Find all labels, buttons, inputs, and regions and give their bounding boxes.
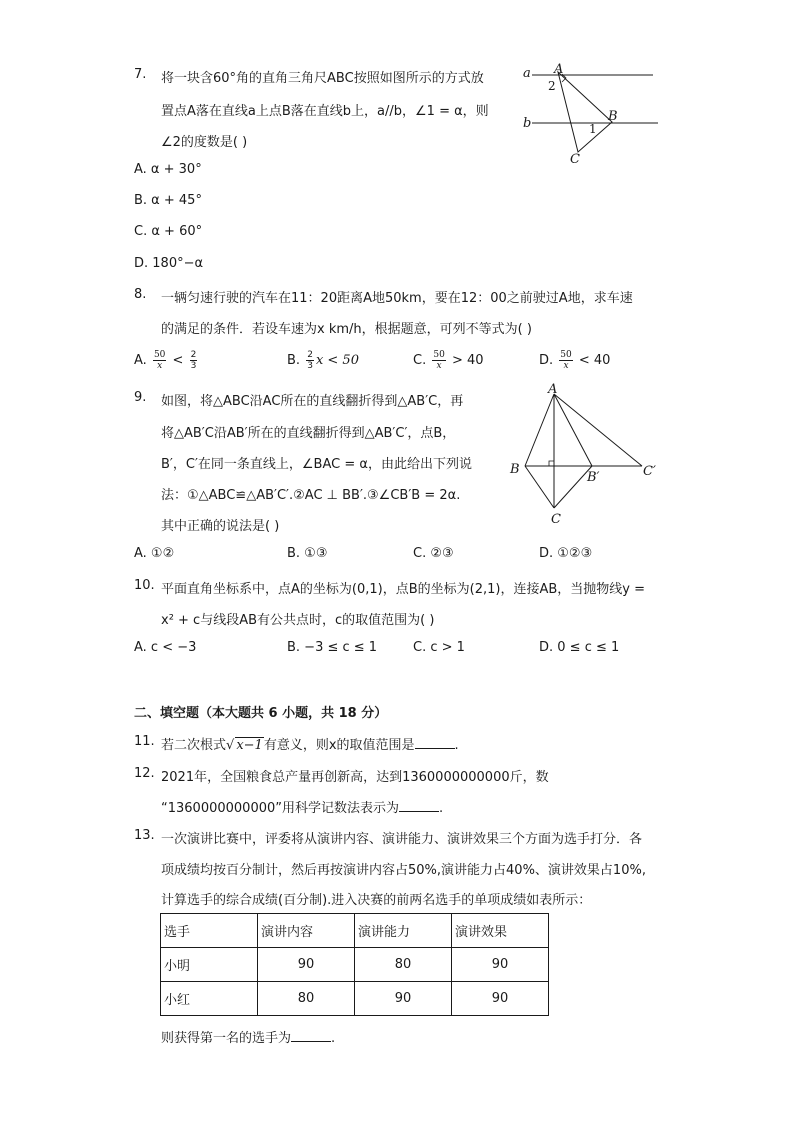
score-table <box>160 913 549 1016</box>
table-cell: 80 <box>258 982 355 1016</box>
label-point-c: C <box>570 152 580 167</box>
q9-text-line2: 将△AB′C沿AB′所在的直线翻折得到△AB′C′，点B， <box>161 426 456 441</box>
q10-option-c[interactable]: C. c > 1 <box>413 640 465 655</box>
table-cell: 90 <box>452 982 549 1016</box>
q9-fold-figure <box>505 380 665 530</box>
triangle-abc <box>558 72 612 152</box>
label-point-c-prime: C′ <box>643 464 656 479</box>
q7-text-line1: 将一块含60°角的直角三角尺ABC按照如图所示的方式放 <box>161 71 484 86</box>
q13-text-line3: 计算选手的综合成绩(百分制).进入决赛的前两名选手的单项成绩如表所示： <box>161 893 592 908</box>
q10-number: 10. <box>134 578 155 593</box>
q12-text-line1: 2021年，全国粮食总产量再创新高，达到1360000000000斤，数 <box>161 770 549 785</box>
q13-text-line2: 项成绩均按百分制计，然后再按演讲内容占50%,演讲能力占40%、演讲效果占10%, <box>161 863 646 878</box>
q8-option-d[interactable]: D. $\frac{50}{x}$ < 40 <box>539 350 611 371</box>
table-cell: 小红 <box>161 982 258 1016</box>
right-angle-mark <box>549 461 554 466</box>
table-row <box>161 948 549 982</box>
q8-option-c[interactable]: C. $\frac{50}{x}$ > 40 <box>413 350 484 371</box>
q9-option-c[interactable]: C. ②③ <box>413 546 454 561</box>
q9-text-line3: B′，C′在同一条直线上，∠BAC = α，由此给出下列说 <box>161 457 472 472</box>
q7-text-line2: 置点A落在直线a上点B落在直线b上，a//b，∠1 = α，则 <box>161 104 489 119</box>
q8-number: 8. <box>134 287 147 302</box>
q13-final-line: 则获得第一名的选手为 . <box>161 1031 336 1046</box>
q7-option-d[interactable]: D. 180°−α <box>134 256 204 271</box>
q7-option-c[interactable]: C. α + 60° <box>134 224 203 239</box>
q12-number: 12. <box>134 766 155 781</box>
fraction: $\frac{2}{3}$ <box>307 350 313 371</box>
q9-text-line1: 如图，将△ABC沿AC所在的直线翻折得到△AB′C，再 <box>161 394 464 409</box>
label-point-c: C <box>551 512 561 527</box>
section-title: 二、填空题（本大题共 6 小题，共 18 分） <box>134 706 388 721</box>
table-cell: 90 <box>258 948 355 982</box>
q7-triangle-figure <box>518 60 663 170</box>
q8-text-line1: 一辆匀速行驶的汽车在11：20距离A地50km，要在12：00之前驶过A地，求车速 <box>161 291 633 306</box>
table-header-cell: 演讲效果 <box>452 914 549 948</box>
fraction: $\frac{50}{x}$ <box>560 350 572 371</box>
table-row <box>161 982 549 1016</box>
table-cell: 小明 <box>161 948 258 982</box>
q10-option-b[interactable]: B. −3 ≤ c ≤ 1 <box>287 640 378 655</box>
label-angle-1: 1 <box>589 122 597 136</box>
q8-option-b[interactable]: B. $\frac{2}{3}$ x < 50 <box>287 350 359 371</box>
q13-number: 13. <box>134 828 155 843</box>
label-b-line: b <box>523 116 532 131</box>
table-cell: 90 <box>355 982 452 1016</box>
table-header-row <box>161 914 549 948</box>
q9-option-d[interactable]: D. ①②③ <box>539 546 593 561</box>
sqrt-sign: √ <box>226 738 235 753</box>
table-header-cell: 演讲能力 <box>355 914 452 948</box>
radicand: x−1 <box>236 738 263 753</box>
q10-text-line1: 平面直角坐标系中，点A的坐标为(0,1)，点B的坐标为(2,1)，连接AB，当抛物线y = <box>161 582 645 597</box>
q11-text: 若二次根式√ x−1有意义，则x的取值范围是 . <box>161 738 459 753</box>
q12-text-line2: “1360000000000”用科学记数法表示为 . <box>161 801 444 816</box>
fraction: $\frac{50}{x}$ <box>153 350 166 371</box>
q8-option-a[interactable]: A. $\frac{50}{x}$ < $\frac{2}{3}$ <box>134 350 197 371</box>
answer-blank[interactable] <box>291 1041 331 1042</box>
q10-option-a[interactable]: A. c < −3 <box>134 640 197 655</box>
fraction: $\frac{2}{3}$ <box>190 350 197 371</box>
answer-blank[interactable] <box>415 748 455 749</box>
fraction: $\frac{50}{x}$ <box>433 350 445 371</box>
label-a-line: a <box>523 66 531 81</box>
q7-number: 7. <box>134 67 147 82</box>
label-point-b: B <box>510 462 520 477</box>
table-cell: 80 <box>355 948 452 982</box>
table-header-cell: 演讲内容 <box>258 914 355 948</box>
q13-text-line1: 一次演讲比赛中，评委将从演讲内容、演讲能力、演讲效果三个方面为选手打分．各 <box>161 832 643 847</box>
q7-text-line3: ∠2的度数是( ) <box>161 135 248 150</box>
q9-number: 9. <box>134 390 147 405</box>
q9-text-line5: 其中正确的说法是( ) <box>161 519 280 534</box>
q10-text-line2: x² + c与线段AB有公共点时，c的取值范围为( ) <box>161 613 435 628</box>
q7-option-a[interactable]: A. α + 30° <box>134 162 202 177</box>
q9-option-a[interactable]: A. ①② <box>134 546 175 561</box>
q7-option-b[interactable]: B. α + 45° <box>134 193 202 208</box>
answer-blank[interactable] <box>399 811 439 812</box>
table-cell: 90 <box>452 948 549 982</box>
q9-text-line4: 法：①△ABC≌△AB′C′.②AC ⊥ BB′.③∠CB′B = 2α. <box>161 488 461 503</box>
label-point-b: B <box>608 109 618 124</box>
q8-text-line2: 的满足的条件．若设车速为x km/h，根据题意，可列不等式为( ) <box>161 322 532 337</box>
label-point-a: A <box>554 62 564 77</box>
q11-number: 11. <box>134 734 155 749</box>
q10-option-d[interactable]: D. 0 ≤ c ≤ 1 <box>539 640 620 655</box>
label-point-b-prime: B′ <box>587 470 600 485</box>
label-angle-2: 2 <box>548 79 556 93</box>
label-point-a: A <box>548 382 558 397</box>
q9-option-b[interactable]: B. ①③ <box>287 546 328 561</box>
table-header-cell: 选手 <box>161 914 258 948</box>
